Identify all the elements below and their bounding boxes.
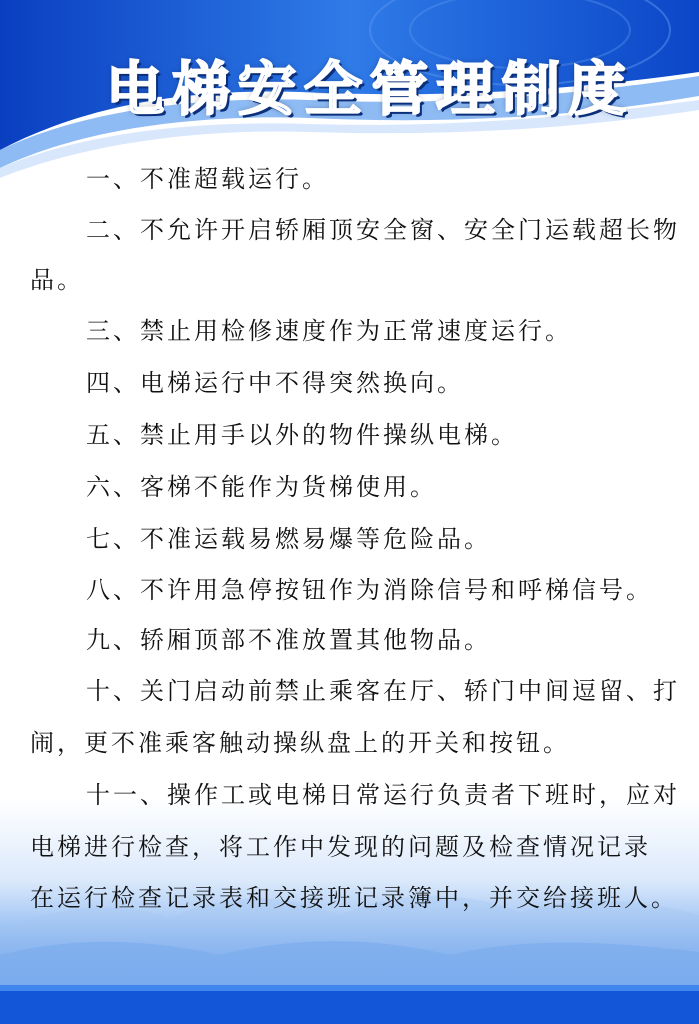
- rule-line: 闹，更不准乘客触动操纵盘上的开关和按钮。: [30, 729, 570, 757]
- rule-line: 电梯进行检查，将工作中发现的问题及检查情况记录: [30, 833, 651, 861]
- rule-line: 六、客梯不能作为货梯使用。: [86, 473, 437, 501]
- rule-line: 十一、操作工或电梯日常运行负责者下班时，应对: [86, 781, 680, 809]
- rule-line: 三、禁止用检修速度作为正常速度运行。: [86, 317, 572, 345]
- rule-line: 七、不准运载易燃易爆等危险品。: [86, 525, 491, 553]
- rule-line: 八、不许用急停按钮作为消除信号和呼梯信号。: [86, 576, 653, 604]
- rule-line: 在运行检查记录表和交接班记录簿中，并交给接班人。: [30, 884, 678, 912]
- rule-line: 十、关门启动前禁止乘客在厅、轿门中间逗留、打: [86, 677, 680, 705]
- page-title: 电梯安全管理制度: [105, 55, 634, 123]
- rule-line: 一、不准超载运行。: [86, 165, 329, 193]
- rule-line: 九、轿厢顶部不准放置其他物品。: [86, 626, 491, 654]
- rule-line: 五、禁止用手以外的物件操纵电梯。: [86, 421, 518, 449]
- rule-line: 二、不允许开启轿厢顶安全窗、安全门运载超长物: [86, 216, 680, 244]
- rule-line: 品。: [30, 266, 84, 294]
- rule-line: 四、电梯运行中不得突然换向。: [86, 369, 464, 397]
